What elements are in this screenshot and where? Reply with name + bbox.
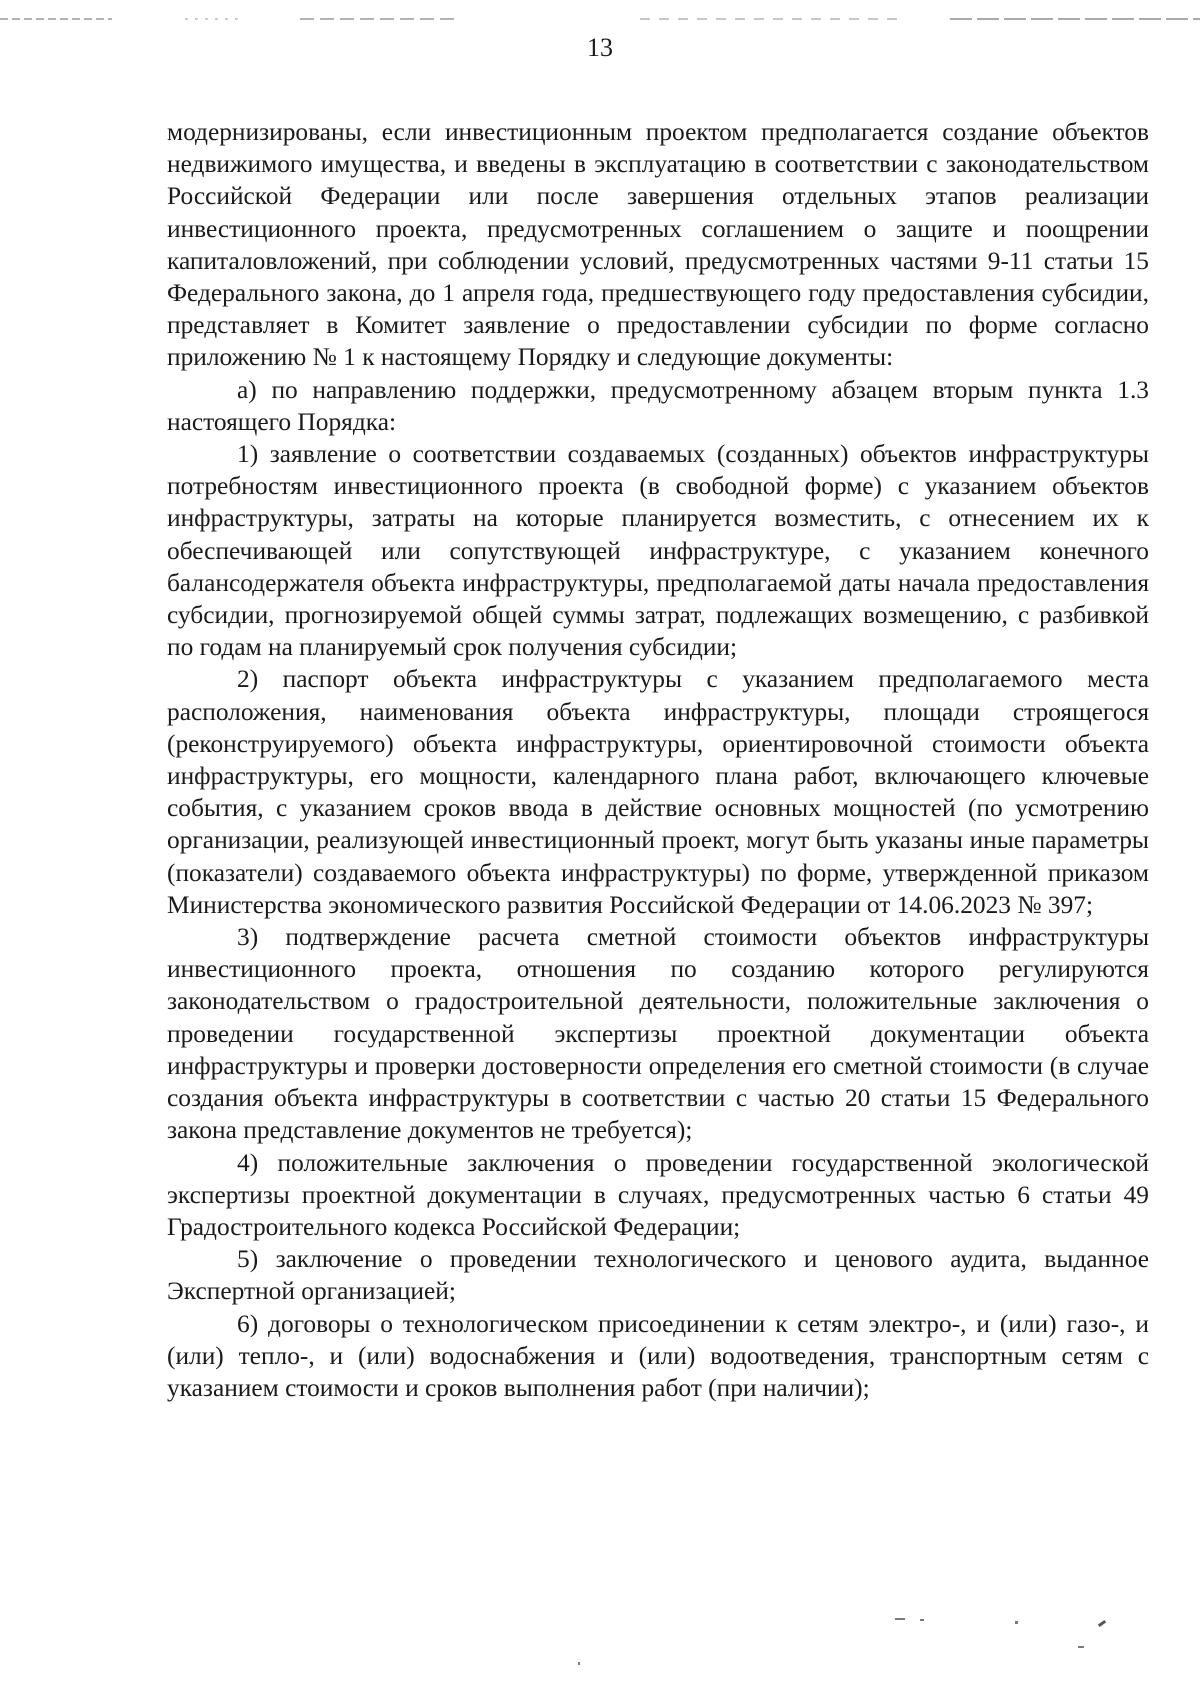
paragraph-continuation [167,116,1149,374]
item-label: 5) [237,1245,259,1274]
scan-speck [1078,1646,1084,1648]
paragraph-item-6 [167,1308,1149,1405]
item-label: 1) [237,440,259,469]
item-label: а) [237,375,257,404]
paragraph-item-5 [167,1243,1149,1307]
paragraph-text: договоры о технологическом присоединении к сетям электро-, и (или) газо-, и (или) тепло-, и (или) водоснабжения и (или) водоотведения, транспортным сетям с указанием стоимости и сроков выполнения работ (при наличии); [167,1309,1149,1402]
item-label: 6) [237,1309,259,1338]
paragraph-text: модернизированы, если инвестиционным проектом предполагается создание объектов недвижимого имущества, и введены в эксплуатацию в соответствии с законодательством Российской Федерации или после завершения отдельных этапов реализации инвестиционного проекта, предусмотренных соглашением о защите и поощрении капиталовложений, при соблюдении условий, предусмотренных частями 9-11 статьи 15 Федерального закона, до 1 апреля года, предшествующего году предоставления субсидии, представляет в Комитет заявление о предоставлении субсидии по форме согласно приложению № 1 к настоящему Порядку и следующие документы: [167,118,1149,372]
scan-speck [1015,1621,1018,1624]
paragraph-item-4 [167,1147,1149,1244]
scan-speck [578,1662,580,1665]
item-label: 3) [237,923,259,952]
paragraph-item-1 [167,438,1149,663]
item-label: 2) [237,665,259,694]
paragraph-item-2 [167,663,1149,921]
paragraph-text: паспорт объекта инфраструктуры с указанием предполагаемого места расположения, наименования объекта инфраструктуры, площади строящегося (реконструируемого) объекта инфраструктуры, ориентировочной стоимости объекта инфраструктуры, его мощности, календарного плана работ, включающего ключевые события, с указанием сроков ввода в действие основных мощностей (по усмотрению организации, реализующей инвестиционный проект, могут быть указаны иные параметры (показатели) создаваемого объекта инфраструктуры) по форме, утвержденной приказом Министерства экономического развития Российской Федерации от 14.06.2023 № 397; [167,665,1149,919]
scan-artifact-top [0,16,1200,22]
paragraph-text: по направлению поддержки, предусмотренному абзацем вторым пункта 1.3 настоящего Порядка: [167,375,1149,436]
paragraph-text: заявление о соответствии создаваемых (созданных) объектов инфраструктуры потребностям инвестиционного проекта (в свободной форме) с указанием объектов инфраструктуры, затраты на которые планируется возместить, с отнесением их к обеспечивающей или сопутствующей инфраструктуре, с указанием конечного балансодержателя объекта инфраструктуры, предполагаемой даты начала предоставления субсидии, прогнозируемой общей суммы затрат, подлежащих возмещению, с разбивкой по годам на планируемый срок получения субсидии; [167,440,1149,662]
scan-speck [895,1618,905,1620]
paragraph-text: заключение о проведении технологического и ценового аудита, выданное Экспертной организацией; [167,1245,1149,1306]
paragraph-item-a [167,374,1149,438]
document-body [167,116,1149,1404]
page-number: 13 [587,33,613,62]
paragraph-text: положительные заключения о проведении государственной экологической экспертизы проектной документации в случаях, предусмотренных частью 6 статьи 49 Градостроительного кодекса Российской Федерации; [167,1148,1149,1241]
item-label: 4) [237,1148,259,1177]
scan-speck [1098,1620,1106,1627]
paragraph-item-3 [167,921,1149,1146]
scan-speck [920,1619,924,1621]
paragraph-text: подтверждение расчета сметной стоимости объектов инфраструктуры инвестиционного проекта, отношения по созданию которого регулируются законодательством о градостроительной деятельности, положительные заключения о проведении государственной экспертизы проектной документации объекта инфраструктуры и проверки достоверности определения его сметной стоимости (в случае создания объекта инфраструктуры в соответствии с частью 20 статьи 15 Федерального закона представление документов не требуется); [167,923,1149,1145]
